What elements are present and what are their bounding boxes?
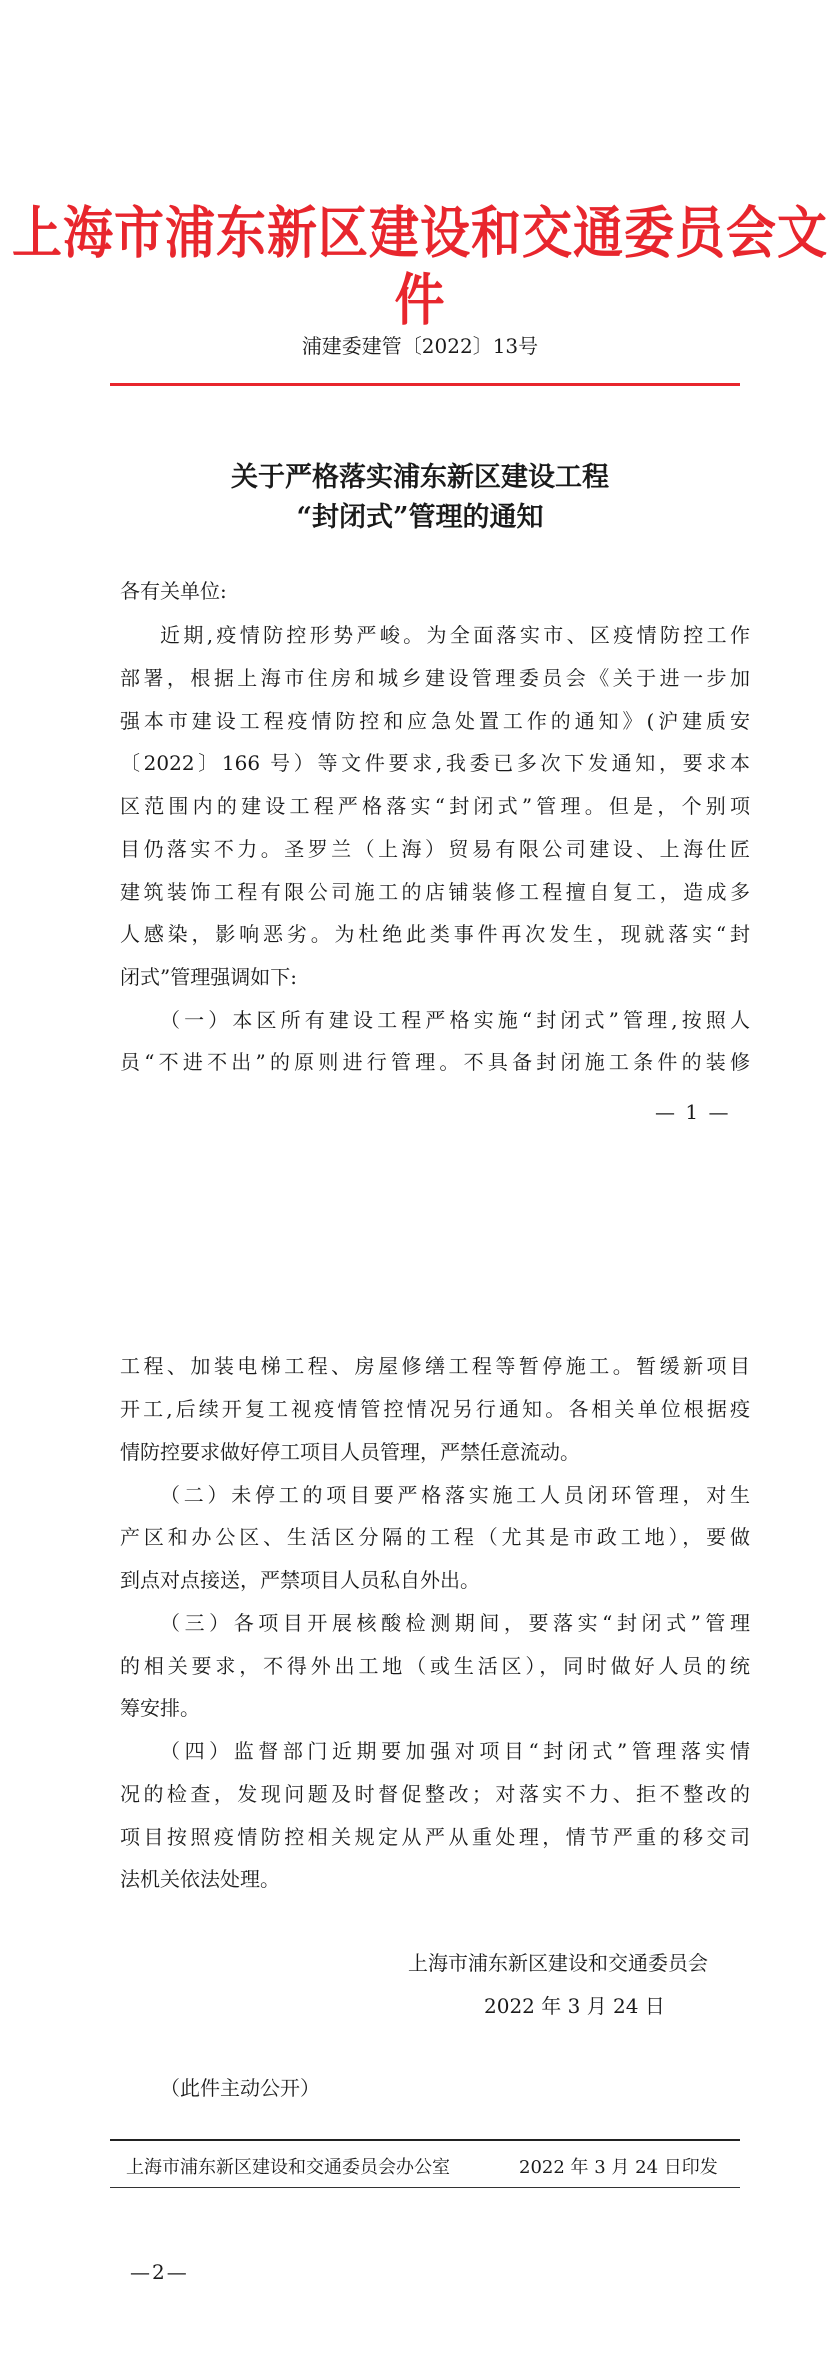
public-disclosure-note: （此件主动公开） bbox=[160, 2076, 320, 2100]
paragraph-line: 〔2022〕166 号）等文件要求,我委已多次下发通知，要求本 bbox=[120, 751, 750, 775]
page-number: — 1 — bbox=[655, 1100, 731, 1124]
footer-issuing-office: 上海市浦东新区建设和交通委员会办公室 bbox=[126, 2157, 450, 2178]
paragraph-line: 员“不进不出”的原则进行管理。不具备封闭施工条件的装修 bbox=[120, 1050, 750, 1074]
footer-top-rule bbox=[110, 2139, 740, 2141]
paragraph-line: 工程、加装电梯工程、房屋修缮工程等暂停施工。暂缓新项目 bbox=[120, 1354, 750, 1378]
paragraph-line: 目仍落实不力。圣罗兰（上海）贸易有限公司建设、上海仕匠 bbox=[120, 837, 750, 861]
paragraph-line: 人感染，影响恶劣。为杜绝此类事件再次发生，现就落实“封 bbox=[120, 922, 750, 946]
paragraph-line: 强本市建设工程疫情防控和应急处置工作的通知》(沪建质安 bbox=[120, 709, 750, 733]
paragraph-line: （三）各项目开展核酸检测期间，要落实“封闭式”管理 bbox=[160, 1611, 750, 1635]
paragraph-line: 闭式”管理强调如下: bbox=[120, 965, 297, 989]
paragraph-line: 建筑装饰工程有限公司施工的店铺装修工程擅自复工，造成多 bbox=[120, 880, 750, 904]
paragraph-line: 的相关要求，不得外出工地（或生活区），同时做好人员的统 bbox=[120, 1654, 750, 1678]
footer-bottom-rule bbox=[110, 2187, 740, 2188]
paragraph-line: 情防控要求做好停工项目人员管理，严禁任意流动。 bbox=[120, 1440, 580, 1464]
salutation: 各有关单位: bbox=[120, 579, 227, 603]
paragraph-line: 部署，根据上海市住房和城乡建设管理委员会《关于进一步加 bbox=[120, 666, 750, 690]
notice-title-line-1: 关于严格落实浦东新区建设工程 bbox=[231, 462, 609, 493]
paragraph-line: 法机关依法处理。 bbox=[120, 1867, 280, 1891]
paragraph-line: （四）监督部门近期要加强对项目“封闭式”管理落实情 bbox=[160, 1739, 750, 1763]
paragraph-line: （二）未停工的项目要严格落实施工人员闭环管理，对生 bbox=[160, 1483, 750, 1507]
paragraph-line: 产区和办公区、生活区分隔的工程（尤其是市政工地），要做 bbox=[120, 1525, 750, 1549]
paragraph-line: 区范围内的建设工程严格落实“封闭式”管理。但是，个别项 bbox=[120, 794, 750, 818]
paragraph-line: 况的检查，发现问题及时督促整改；对落实不力、拒不整改的 bbox=[120, 1782, 750, 1806]
signature-organization: 上海市浦东新区建设和交通委员会 bbox=[408, 1951, 708, 1975]
notice-title-line-2: “封闭式”管理的通知 bbox=[296, 502, 544, 533]
document-header-title: 上海市浦东新区建设和交通委员会文件 bbox=[12, 199, 828, 334]
paragraph-line: 筹安排。 bbox=[120, 1696, 200, 1720]
document-number: 浦建委建管〔2022〕13号 bbox=[301, 334, 539, 358]
red-separator-line bbox=[110, 383, 740, 386]
footer-issue-date: 2022 年 3 月 24 日印发 bbox=[519, 2157, 718, 2178]
paragraph-line: （一）本区所有建设工程严格实施“封闭式”管理,按照人 bbox=[160, 1008, 750, 1032]
paragraph-line: 近期,疫情防控形势严峻。为全面落实市、区疫情防控工作 bbox=[160, 623, 750, 647]
paragraph-line: 项目按照疫情防控相关规定从严从重处理，情节严重的移交司 bbox=[120, 1825, 750, 1849]
page-number: —2— bbox=[130, 2260, 189, 2284]
paragraph-line: 到点对点接送，严禁项目人员私自外出。 bbox=[120, 1568, 480, 1592]
signature-date: 2022 年 3 月 24 日 bbox=[484, 1994, 665, 2018]
paragraph-line: 开工,后续开复工视疫情管控情况另行通知。各相关单位根据疫 bbox=[120, 1397, 750, 1421]
